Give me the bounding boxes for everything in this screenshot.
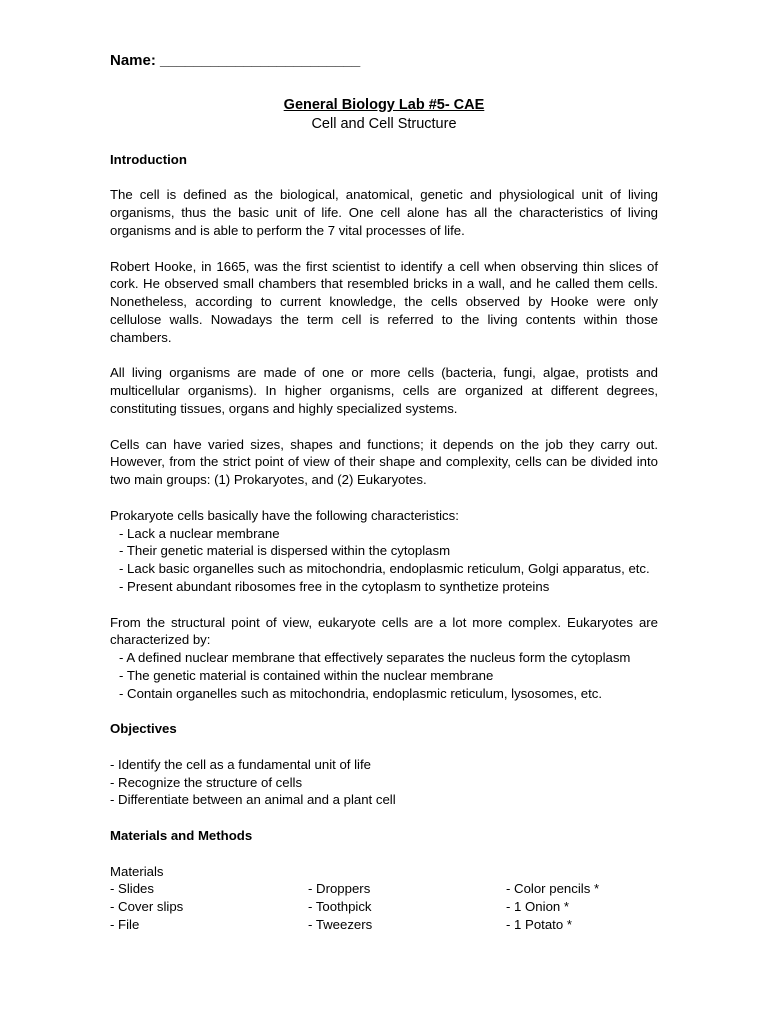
list-item: - Present abundant ribosomes free in the cytoplasm to synthetize proteins [119, 578, 550, 594]
materials-label: Materials [110, 863, 164, 879]
list-item: - Lack basic organelles such as mitochondria, endoplasmic reticulum, Golgi apparatus, etc. [119, 561, 650, 577]
objectives-list [110, 756, 658, 809]
prokaryote-list [110, 525, 658, 596]
list-item: - Differentiate between an animal and a plant cell [110, 792, 396, 808]
table-row [110, 916, 658, 934]
table-cell: - Tweezers [308, 917, 373, 933]
name-field: Name: ________________________ [110, 52, 361, 69]
prokaryote-intro: Prokaryote cells basically have the following characteristics: [110, 507, 459, 523]
intro-paragraph-1: The cell is defined as the biological, anatomical, genetic and physiological unit of living organisms, thus the basic unit of life. One cell alone has all the characteristics of living organisms and is able to perform the 7 vital processes of life. [110, 187, 658, 238]
list-item: - Identify the cell as a fundamental unit of life [110, 756, 371, 772]
objectives-heading: Objectives [110, 721, 177, 737]
eukaryote-intro: From the structural point of view, eukaryote cells are a lot more complex. Eukaryotes are characterized by: [110, 614, 658, 648]
materials-methods-heading: Materials and Methods [110, 828, 253, 844]
introduction-heading: Introduction [110, 151, 187, 167]
list-item: - Lack a nuclear membrane [119, 525, 280, 541]
table-cell: - 1 Onion * [506, 899, 570, 915]
list-item: - Contain organelles such as mitochondria, endoplasmic reticulum, lysosomes, etc. [119, 685, 603, 701]
list-item: - A defined nuclear membrane that effectively separates the nucleus form the cytoplasm [119, 650, 631, 666]
table-cell: - Color pencils * [506, 881, 600, 897]
document-content [110, 52, 658, 934]
table-cell: - Toothpick [308, 899, 372, 915]
table-cell: - 1 Potato * [506, 917, 572, 933]
list-item: - Recognize the structure of cells [110, 774, 303, 790]
intro-paragraph-2: Robert Hooke, in 1665, was the first scientist to identify a cell when observing thin slices of cork. He observed small chambers that resembled bricks in a wall, and he called them cells. Nonetheless, according to current knowledge, the cells observed by Hooke were only cellulose walls. Nowadays the term cell is referred to the living contents within those chambers. [110, 258, 658, 345]
document-title: General Biology Lab #5- CAE [283, 96, 485, 113]
table-cell: - Cover slips [110, 899, 184, 915]
intro-paragraph-3: All living organisms are made of one or more cells (bacteria, fungi, algae, protists and multicellular organisms). In higher organisms, cells are organized at different degrees, constituting tissues, organs and highly specialized systems. [110, 365, 658, 416]
intro-paragraph-4: Cells can have varied sizes, shapes and functions; it depends on the job they carry out. However, from the strict point of view of their shape and complexity, cells can be divided into two main groups: (1) Prokaryotes, and (2) Eukaryotes. [110, 436, 658, 488]
table-row [110, 880, 658, 898]
eukaryote-list [110, 649, 658, 702]
list-item: - The genetic material is contained within the nuclear membrane [119, 667, 494, 683]
table-row [110, 898, 658, 916]
table-cell: - Slides [110, 881, 154, 897]
table-cell: - File [110, 917, 140, 933]
table-cell: - Droppers [308, 881, 371, 897]
document-subtitle: Cell and Cell Structure [311, 115, 457, 132]
materials-table [110, 880, 658, 933]
list-item: - Their genetic material is dispersed within the cytoplasm [119, 543, 451, 559]
